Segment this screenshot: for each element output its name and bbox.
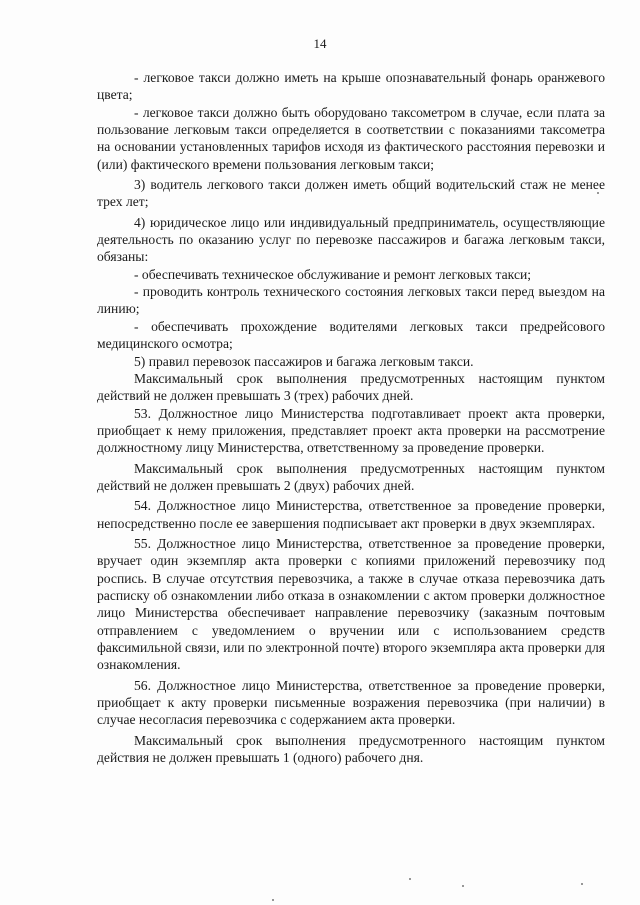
- paragraph-technical-control: - проводить контроль технического состояния легковых такси перед выездом на линию;: [97, 284, 605, 317]
- paragraph-transport-rules: 5) правил перевозок пассажиров и багажа легковым такси.: [134, 353, 474, 369]
- paragraph-deadline-2-days: Максимальный срок выполнения предусмотренных настоящим пунктом действий не должен превышать 2 (двух) рабочих дней.: [97, 460, 605, 493]
- scan-speck: [409, 878, 411, 880]
- scan-speck: [462, 885, 464, 887]
- paragraph-item-53: 53. Должностное лицо Министерства подготавливает проект акта проверки, приобщает к нему приложения, представляет проект акта проверки на рассмотрение должностному лицу Министерства, ответственному за проведение проверки.: [97, 405, 605, 456]
- scan-speck: [581, 883, 583, 885]
- paragraph-taximeter: - легковое такси должно быть оборудовано таксометром в случае, если плата за пользование легковым такси определяется в соответствии с показаниями таксометра на основании установленных тарифов исходя из фактического расстояния перевозки и (или) фактического времени пользования легковым такси;: [97, 104, 605, 172]
- paragraph-item-54: 54. Должностное лицо Министерства, ответственное за проведение проверки, непосредственно после ее завершения подписывает акт проверки в двух экземплярах.: [97, 498, 605, 531]
- paragraph-taxi-lamp: - легковое такси должно иметь на крыше опознавательный фонарь оранжевого цвета;: [97, 70, 605, 103]
- paragraph-item-55: 55. Должностное лицо Министерства, ответственное за проведение проверки, вручает один экземпляр акта проверки с копиями приложений перевозчику под роспись. В случае отсутствия перевозчика, а также в случае отказа перевозчика дать расписку об ознакомлении либо отказа в ознакомлении с актом проверки должностное лицо Министерства обеспечивает направление перевозчику (заказным почтовым отправлением с уведомлением о вручении или с использованием средств факсимильной связи, или по электронной почте) второго экземпляра акта проверки для ознакомления.: [97, 535, 605, 673]
- paragraph-maintenance: - обеспечивать техническое обслуживание и ремонт легковых такси;: [134, 266, 532, 282]
- scan-speck: [272, 899, 274, 901]
- scan-speck: [597, 192, 599, 194]
- page-number: 14: [313, 36, 327, 51]
- paragraph-deadline-1-day: Максимальный срок выполнения предусмотренного настоящим пунктом действия не должен превышать 1 (одного) рабочего дня.: [97, 732, 605, 766]
- paragraph-deadline-3-days: Максимальный срок выполнения предусмотренных настоящим пунктом действий не должен превышать 3 (трех) рабочих дней.: [97, 370, 605, 404]
- paragraph-medical-exam: - обеспечивать прохождение водителями легковых такси предрейсового медицинского осмотра;: [97, 318, 605, 352]
- document-body: [97, 69, 605, 766]
- paragraph-operator-obligations: 4) юридическое лицо или индивидуальный предприниматель, осуществляющие деятельность по оказанию услуг по перевозке пассажиров и багажа легковым такси, обязаны:: [97, 214, 605, 265]
- paragraph-driver-experience: 3) водитель легкового такси должен иметь общий водительский стаж не менее трех лет;: [97, 177, 605, 210]
- paragraph-item-56: 56. Должностное лицо Министерства, ответственное за проведение проверки, приобщает к акту проверки письменные возражения перевозчика (при наличии) в случае несогласия перевозчика с содержанием акта проверки.: [97, 677, 605, 728]
